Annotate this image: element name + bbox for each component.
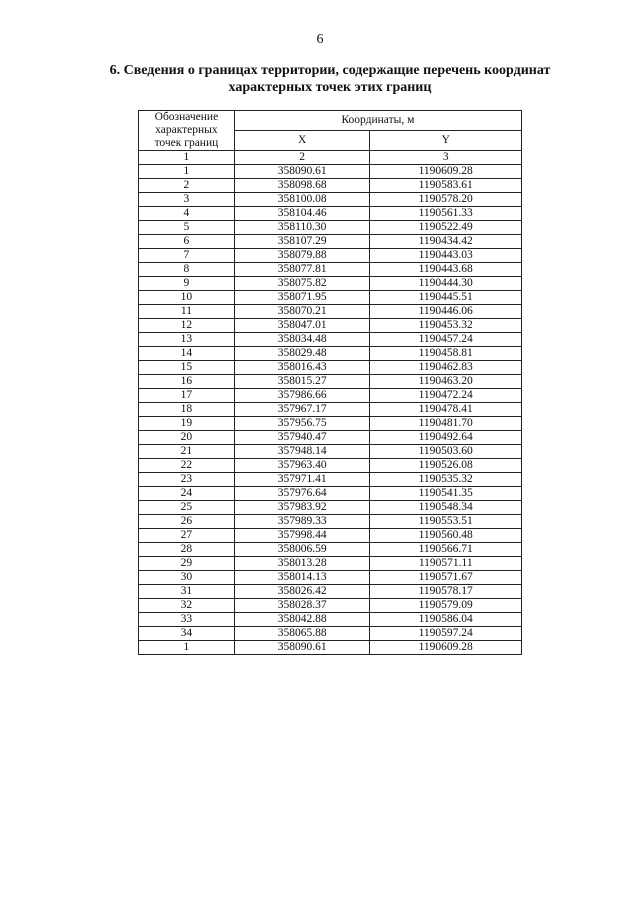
x-coordinate-cell: 357989.33 [234,515,370,529]
x-coordinate-cell: 358070.21 [234,305,370,319]
x-coordinate-cell: 358077.81 [234,263,370,277]
y-coordinate-cell: 1190443.68 [370,263,522,277]
y-coordinate-cell: 1190503.60 [370,445,522,459]
point-cell: 27 [139,529,235,543]
point-cell: 28 [139,543,235,557]
y-coordinate-cell: 1190457.24 [370,333,522,347]
point-cell: 3 [139,193,235,207]
point-cell: 1 [139,165,235,179]
table-row [139,347,522,361]
column-number-1: 1 [139,151,235,165]
table-row [139,361,522,375]
section-title-line-2: характерных точек этих границ [228,80,432,95]
x-coordinate-cell: 358098.68 [234,179,370,193]
y-coordinate-cell: 1190586.04 [370,613,522,627]
x-coordinate-cell: 358014.13 [234,571,370,585]
table-row [139,291,522,305]
x-coordinate-cell: 358090.61 [234,641,370,655]
y-coordinate-cell: 1190579.09 [370,599,522,613]
coordinates-table-body [139,165,522,655]
point-cell: 32 [139,599,235,613]
table-row [139,179,522,193]
table-row [139,263,522,277]
table-row [139,473,522,487]
point-cell: 13 [139,333,235,347]
y-coordinate-cell: 1190566.71 [370,543,522,557]
table-row [139,641,522,655]
x-coordinate-cell: 357983.92 [234,501,370,515]
point-cell: 6 [139,235,235,249]
table-row [139,431,522,445]
table-row [139,501,522,515]
table-row [139,165,522,179]
table-row [139,207,522,221]
header-x: X [234,131,370,151]
y-coordinate-cell: 1190481.70 [370,417,522,431]
y-coordinate-cell: 1190571.11 [370,557,522,571]
x-coordinate-cell: 358042.88 [234,613,370,627]
coordinates-table [138,110,522,655]
y-coordinate-cell: 1190492.64 [370,431,522,445]
table-row [139,333,522,347]
point-cell: 14 [139,347,235,361]
y-coordinate-cell: 1190609.28 [370,165,522,179]
point-cell: 24 [139,487,235,501]
section-title-line-1: 6. Сведения о границах территории, содержащие перечень координат [109,63,551,78]
point-cell: 4 [139,207,235,221]
header-point-line-2: характерных [155,124,218,136]
table-row [139,389,522,403]
y-coordinate-cell: 1190560.48 [370,529,522,543]
header-point-designation [139,111,235,151]
header-point-line-1: Обозначение [154,111,219,123]
y-coordinate-cell: 1190578.17 [370,585,522,599]
x-coordinate-cell: 358110.30 [234,221,370,235]
page-number: 6 [316,32,324,47]
x-coordinate-cell: 357971.41 [234,473,370,487]
x-coordinate-cell: 358071.95 [234,291,370,305]
y-coordinate-cell: 1190478.41 [370,403,522,417]
point-cell: 29 [139,557,235,571]
point-cell: 20 [139,431,235,445]
point-cell: 7 [139,249,235,263]
y-coordinate-cell: 1190453.32 [370,319,522,333]
y-coordinate-cell: 1190463.20 [370,375,522,389]
y-coordinate-cell: 1190458.81 [370,347,522,361]
point-cell: 1 [139,641,235,655]
x-coordinate-cell: 358034.48 [234,333,370,347]
table-row [139,571,522,585]
table-row [139,403,522,417]
coordinates-table-header [139,111,522,165]
x-coordinate-cell: 357986.66 [234,389,370,403]
table-row [139,585,522,599]
y-coordinate-cell: 1190597.24 [370,627,522,641]
y-coordinate-cell: 1190522.49 [370,221,522,235]
column-number-2: 2 [234,151,370,165]
table-row [139,235,522,249]
x-coordinate-cell: 358100.08 [234,193,370,207]
table-row [139,557,522,571]
table-row [139,613,522,627]
point-cell: 18 [139,403,235,417]
x-coordinate-cell: 358015.27 [234,375,370,389]
table-row [139,417,522,431]
point-cell: 5 [139,221,235,235]
x-coordinate-cell: 358107.29 [234,235,370,249]
table-row [139,319,522,333]
x-coordinate-cell: 358028.37 [234,599,370,613]
table-row [139,249,522,263]
x-coordinate-cell: 358016.43 [234,361,370,375]
point-cell: 26 [139,515,235,529]
header-coordinates: Координаты, м [234,111,521,131]
point-cell: 10 [139,291,235,305]
y-coordinate-cell: 1190548.34 [370,501,522,515]
x-coordinate-cell: 357963.40 [234,459,370,473]
table-row [139,487,522,501]
point-cell: 19 [139,417,235,431]
y-coordinate-cell: 1190444.30 [370,277,522,291]
table-row [139,459,522,473]
y-coordinate-cell: 1190526.08 [370,459,522,473]
x-coordinate-cell: 358026.42 [234,585,370,599]
table-row [139,193,522,207]
header-y: Y [370,131,522,151]
y-coordinate-cell: 1190583.61 [370,179,522,193]
table-row [139,277,522,291]
column-number-3: 3 [370,151,522,165]
y-coordinate-cell: 1190535.32 [370,473,522,487]
y-coordinate-cell: 1190578.20 [370,193,522,207]
x-coordinate-cell: 358029.48 [234,347,370,361]
x-coordinate-cell: 357976.64 [234,487,370,501]
y-coordinate-cell: 1190446.06 [370,305,522,319]
y-coordinate-cell: 1190541.35 [370,487,522,501]
table-row [139,305,522,319]
y-coordinate-cell: 1190609.28 [370,641,522,655]
header-point-line-3: точек границ [154,137,219,149]
table-row [139,445,522,459]
point-cell: 8 [139,263,235,277]
section-title [60,62,600,96]
x-coordinate-cell: 357948.14 [234,445,370,459]
point-cell: 21 [139,445,235,459]
x-coordinate-cell: 357956.75 [234,417,370,431]
y-coordinate-cell: 1190445.51 [370,291,522,305]
y-coordinate-cell: 1190561.33 [370,207,522,221]
point-cell: 30 [139,571,235,585]
point-cell: 22 [139,459,235,473]
x-coordinate-cell: 357998.44 [234,529,370,543]
y-coordinate-cell: 1190553.51 [370,515,522,529]
y-coordinate-cell: 1190571.67 [370,571,522,585]
point-cell: 23 [139,473,235,487]
table-row [139,529,522,543]
table-row [139,543,522,557]
point-cell: 9 [139,277,235,291]
table-row [139,599,522,613]
point-cell: 2 [139,179,235,193]
point-cell: 31 [139,585,235,599]
x-coordinate-cell: 358013.28 [234,557,370,571]
x-coordinate-cell: 357940.47 [234,431,370,445]
x-coordinate-cell: 358047.01 [234,319,370,333]
x-coordinate-cell: 358104.46 [234,207,370,221]
point-cell: 33 [139,613,235,627]
y-coordinate-cell: 1190462.83 [370,361,522,375]
x-coordinate-cell: 358065.88 [234,627,370,641]
point-cell: 12 [139,319,235,333]
point-cell: 11 [139,305,235,319]
point-cell: 15 [139,361,235,375]
y-coordinate-cell: 1190443.03 [370,249,522,263]
point-cell: 17 [139,389,235,403]
point-cell: 16 [139,375,235,389]
x-coordinate-cell: 357967.17 [234,403,370,417]
table-row [139,515,522,529]
y-coordinate-cell: 1190472.24 [370,389,522,403]
point-cell: 25 [139,501,235,515]
table-row [139,627,522,641]
table-row [139,375,522,389]
x-coordinate-cell: 358075.82 [234,277,370,291]
x-coordinate-cell: 358079.88 [234,249,370,263]
point-cell: 34 [139,627,235,641]
y-coordinate-cell: 1190434.42 [370,235,522,249]
table-row [139,221,522,235]
x-coordinate-cell: 358090.61 [234,165,370,179]
x-coordinate-cell: 358006.59 [234,543,370,557]
